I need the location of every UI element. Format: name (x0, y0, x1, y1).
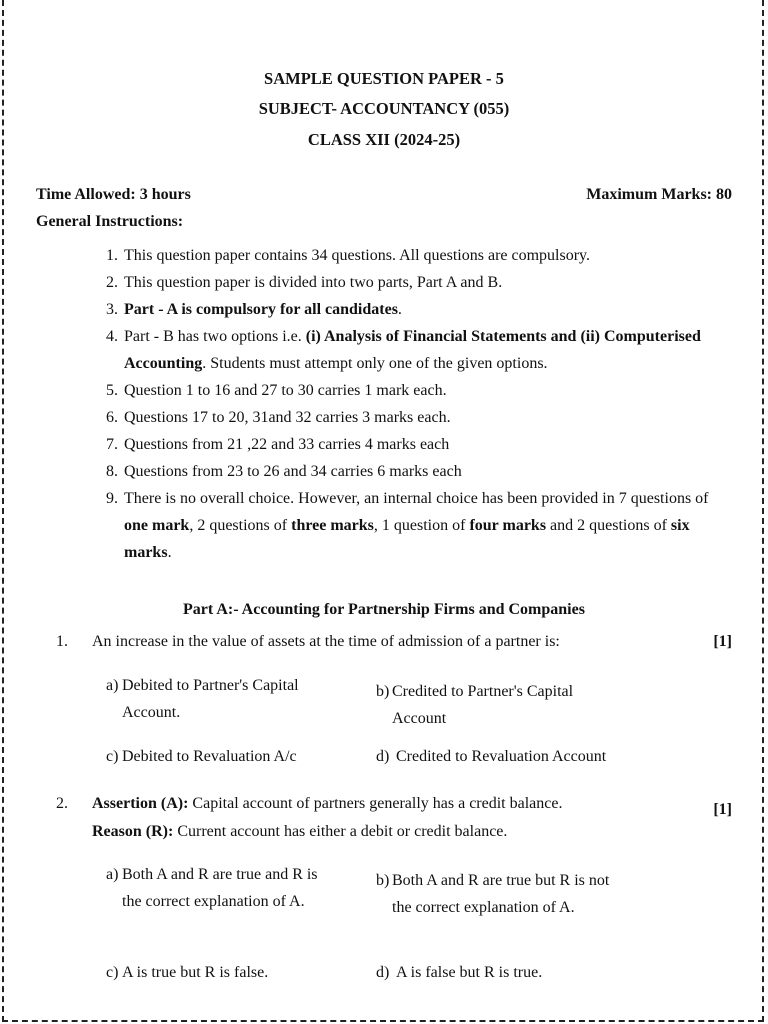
assertion-label: Assertion (A): (92, 795, 189, 812)
option-c[interactable] (106, 959, 366, 986)
instruction-item (106, 431, 726, 458)
instruction-text: Part - B has two options i.e. (124, 328, 306, 345)
option-label: c) (106, 964, 119, 981)
option-label: b) (376, 683, 390, 700)
section-title: Part A:- Accounting for Partnership Firms and Companies (183, 601, 585, 618)
option-c[interactable] (106, 743, 366, 770)
option-text: Debited to Partner's Capital Account. (122, 677, 299, 721)
option-label: b) (376, 872, 390, 889)
option-text: Credited to Revaluation Account (396, 748, 607, 765)
instruction-text: This question paper is divided into two parts, Part A and B. (124, 274, 503, 291)
option-text: A is true but R is false. (122, 964, 269, 981)
option-d[interactable] (376, 959, 676, 986)
instruction-item (106, 269, 726, 296)
instruction-text: , 1 question of (373, 517, 470, 534)
option-text: Credited to Partner's Capital Account (392, 683, 574, 727)
reason-line (92, 823, 507, 841)
instruction-number: 7. (106, 436, 118, 453)
instruction-text: This question paper contains 34 questions. All questions are compulsory. (124, 247, 591, 264)
instruction-emphasis: six marks (124, 517, 690, 561)
instruction-number: 3. (106, 301, 118, 318)
instruction-text: Questions from 21 ,22 and 33 carries 4 marks each (124, 436, 450, 453)
option-text: A is false but R is true. (396, 964, 543, 981)
instructions-heading: General Instructions: (36, 213, 184, 230)
instruction-text: . Students must attempt only one of the given options. (202, 355, 548, 372)
question-number: 2. (56, 795, 68, 812)
instruction-text: There is no overall choice. However, an internal choice has been provided in 7 questions of (124, 490, 709, 507)
instruction-emphasis: three marks (291, 517, 374, 534)
instruction-emphasis: four marks (469, 517, 547, 534)
marks-label: [1] (713, 633, 732, 650)
option-label: d) (376, 748, 390, 765)
reason-label: Reason (R): (92, 823, 174, 840)
option-label: a) (106, 677, 119, 694)
option-a[interactable] (106, 672, 336, 726)
instruction-item (106, 242, 726, 269)
instruction-text: . (397, 301, 402, 318)
instruction-number: 2. (106, 274, 118, 291)
instruction-text: Question 1 to 16 and 27 to 30 carries 1 mark each. (124, 382, 447, 399)
instruction-emphasis: (i) Analysis of Financial Statements and (ii) Computerised Accounting (124, 328, 701, 372)
option-a[interactable] (106, 861, 338, 915)
question-text: An increase in the value of assets at the time of admission of a partner is: (92, 633, 560, 650)
instruction-item (106, 296, 726, 323)
question-number: 1. (56, 633, 68, 650)
instruction-number: 5. (106, 382, 118, 399)
instruction-text: , 2 questions of (189, 517, 292, 534)
instruction-number: 1. (106, 247, 118, 264)
paper-title: SAMPLE QUESTION PAPER - 5 (264, 69, 504, 88)
class-title: CLASS XII (2024-25) (307, 130, 461, 149)
instruction-text: Questions 17 to 20, 31and 32 carries 3 marks each. (124, 409, 451, 426)
instruction-item (106, 404, 726, 431)
option-text: Both A and R are true and R is the correct explanation of A. (122, 866, 318, 910)
option-b[interactable] (376, 678, 616, 732)
instruction-item (106, 458, 726, 485)
instruction-emphasis: Part - A is compulsory for all candidates (124, 301, 398, 318)
instruction-text: Questions from 23 to 26 and 34 carries 6 marks each (124, 463, 462, 480)
option-label: d) (376, 964, 390, 981)
instruction-text: . (167, 544, 172, 561)
assertion-line (92, 795, 562, 813)
instructions-list (106, 242, 726, 566)
option-label: a) (106, 866, 119, 883)
instruction-item (106, 485, 726, 566)
option-text: Both A and R are true but R is not the correct explanation of A. (392, 872, 610, 916)
instruction-number: 9. (106, 490, 118, 507)
option-b[interactable] (376, 867, 616, 921)
reason-text: Current account has either a debit or credit balance. (173, 823, 508, 840)
assertion-text: Capital account of partners generally has a credit balance. (188, 795, 563, 812)
instruction-emphasis: one mark (124, 517, 190, 534)
instruction-number: 8. (106, 463, 118, 480)
instruction-item (106, 323, 726, 377)
subject-title: SUBJECT- ACCOUNTANCY (055) (258, 99, 510, 118)
time-allowed: Time Allowed: 3 hours (36, 186, 191, 203)
instruction-number: 6. (106, 409, 118, 426)
option-label: c) (106, 748, 119, 765)
maximum-marks: Maximum Marks: 80 (586, 186, 732, 203)
instruction-number: 4. (106, 328, 118, 345)
instruction-text: and 2 questions of (546, 517, 671, 534)
instruction-item (106, 377, 726, 404)
option-d[interactable] (376, 743, 676, 770)
marks-label: [1] (713, 801, 732, 818)
option-text: Debited to Revaluation A/c (122, 748, 297, 765)
